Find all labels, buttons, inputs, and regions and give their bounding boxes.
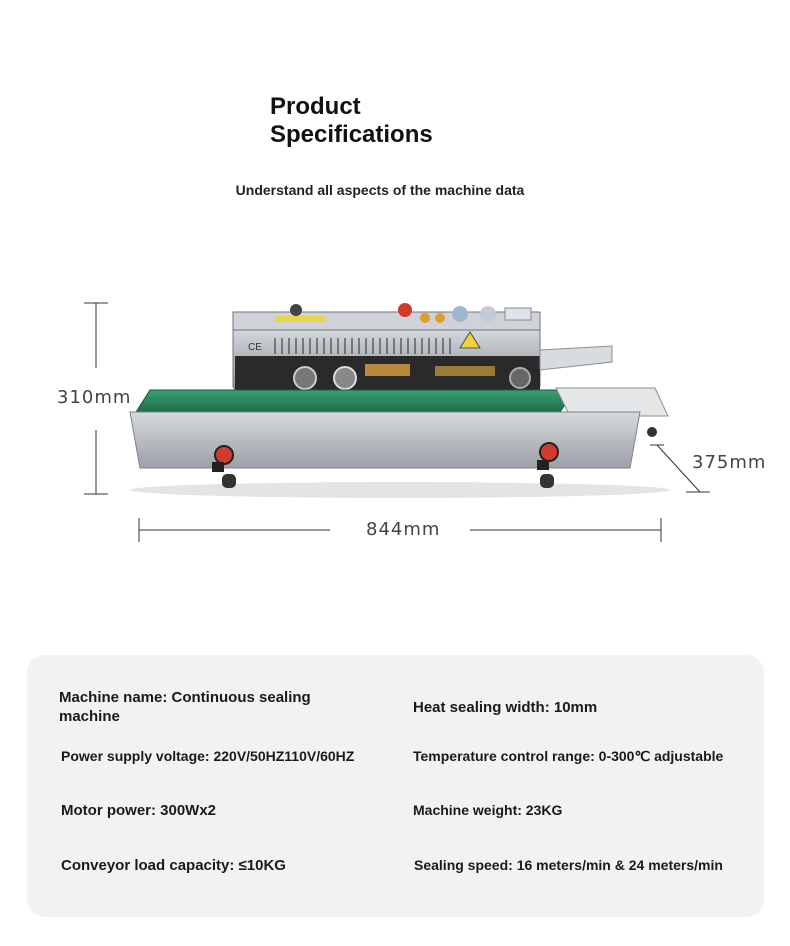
title-line-1: Product	[270, 93, 361, 120]
page-subtitle: Understand all aspects of the machine data	[235, 182, 525, 198]
spec-sealing-speed: Sealing speed: 16 meters/min & 24 meters/min	[414, 857, 723, 873]
ce-mark: CE	[248, 342, 262, 353]
sealing-machine-image	[0, 290, 790, 505]
spec-conveyor-load: Conveyor load capacity: ≤10KG	[61, 857, 286, 874]
spec-heat-sealing-width: Heat sealing width: 10mm	[413, 699, 598, 716]
spec-machine-name: Machine name: Continuous sealing machine	[59, 689, 311, 725]
spec-power-supply: Power supply voltage: 220V/50HZ110V/60HZ	[61, 748, 355, 764]
depth-dimension-label: 375mm	[692, 452, 767, 473]
spec-motor-power: Motor power: 300Wx2	[61, 802, 217, 819]
height-dimension-label: 310mm	[57, 387, 132, 408]
width-dimension-label: 844mm	[366, 519, 441, 540]
spec-machine-weight: Machine weight: 23KG	[413, 802, 563, 818]
title-line-2: Specifications	[270, 121, 433, 148]
specifications-card	[27, 655, 764, 917]
spec-temperature-range: Temperature control range: 0-300℃ adjustable	[413, 748, 724, 764]
